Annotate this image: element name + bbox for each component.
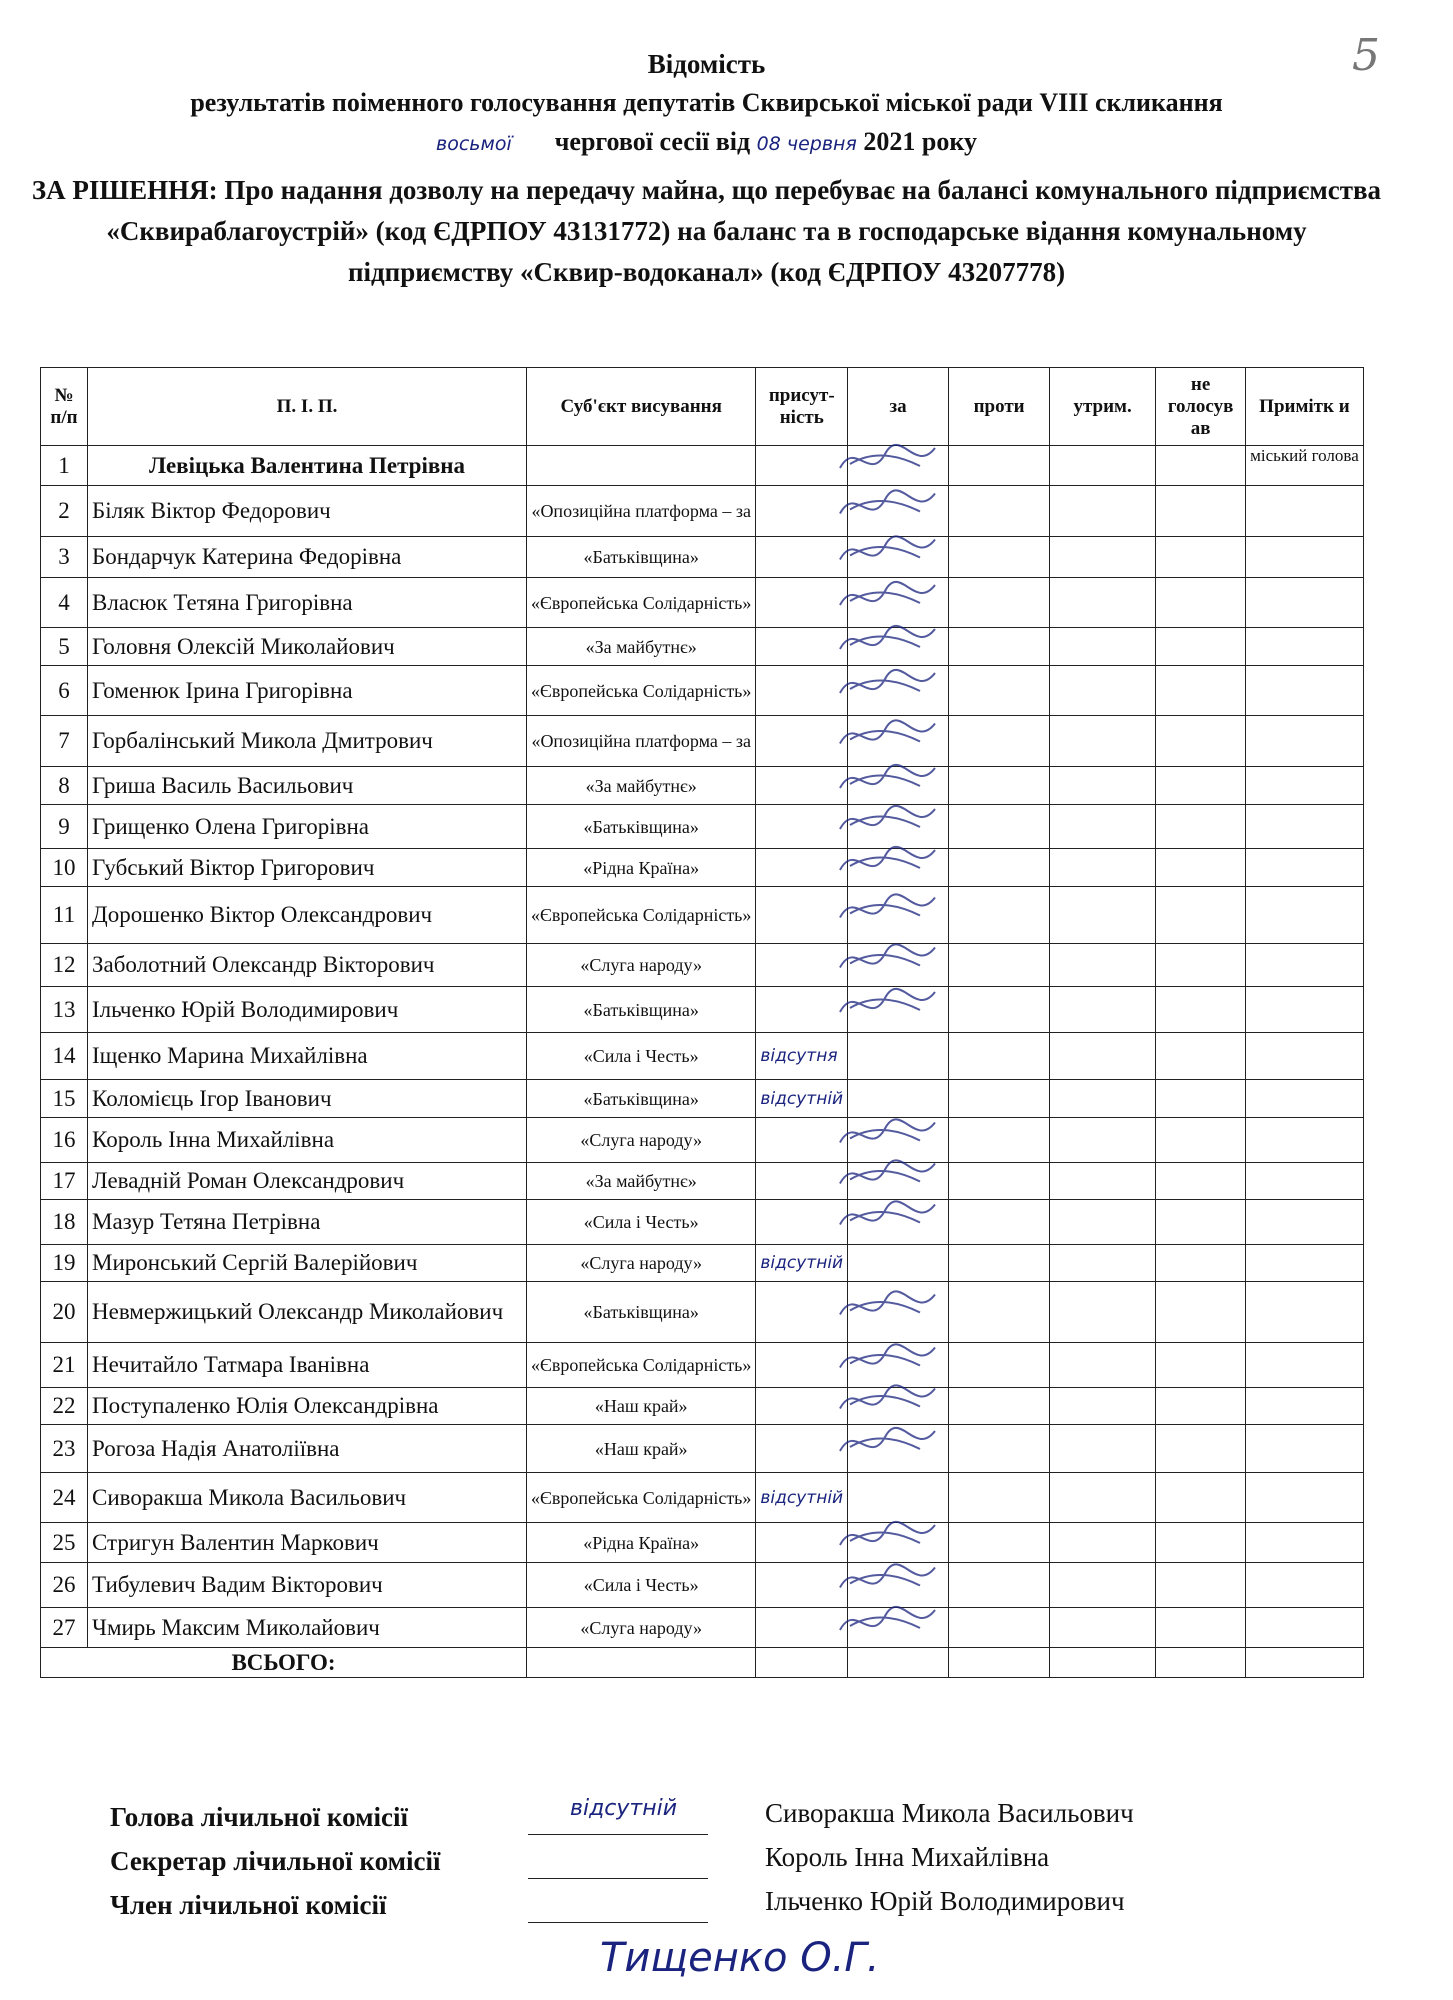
vote-abstain-cell bbox=[1050, 1118, 1156, 1163]
session-year: 2021 року bbox=[863, 127, 977, 156]
table-row bbox=[41, 887, 1364, 944]
nominating-party: «Батьківщина» bbox=[527, 1080, 756, 1118]
table-row bbox=[41, 805, 1364, 849]
row-number: 11 bbox=[41, 887, 88, 944]
secretary-role: Секретар лічильної комісії bbox=[110, 1846, 441, 1876]
not-voted-cell bbox=[1156, 1473, 1246, 1523]
nominating-party: «Європейська Солідарність» bbox=[527, 578, 756, 628]
not-voted-cell bbox=[1156, 1033, 1246, 1080]
table-row bbox=[41, 716, 1364, 767]
signature-scribble bbox=[840, 1201, 935, 1224]
row-number: 17 bbox=[41, 1163, 88, 1200]
row-number: 18 bbox=[41, 1200, 88, 1245]
vote-abstain-cell bbox=[1050, 1425, 1156, 1473]
not-voted-cell bbox=[1156, 486, 1246, 537]
vote-against-cell bbox=[949, 666, 1050, 716]
member-role: Член лічильної комісії bbox=[110, 1890, 387, 1920]
table-row bbox=[41, 1080, 1364, 1118]
deputy-name: Головня Олексій Миколайович bbox=[88, 628, 527, 666]
voting-table bbox=[40, 367, 1364, 1678]
presence-cell: відсутній bbox=[756, 1080, 848, 1118]
session-number-handwritten: восьмої bbox=[436, 133, 512, 155]
row-number: 26 bbox=[41, 1563, 88, 1608]
document-subtitle: результатів поіменного голосування депутатів Сквирської міської ради VIII скликання bbox=[190, 88, 1223, 117]
not-voted-cell bbox=[1156, 887, 1246, 944]
signature-scribble bbox=[840, 445, 935, 468]
nominating-party: «Наш край» bbox=[527, 1425, 756, 1473]
signature-scribble bbox=[840, 1160, 935, 1183]
table-row bbox=[41, 1282, 1364, 1343]
total-cell bbox=[1246, 1648, 1364, 1678]
row-number: 9 bbox=[41, 805, 88, 849]
nominating-party: «Наш край» bbox=[527, 1388, 756, 1425]
vote-against-cell bbox=[949, 944, 1050, 987]
deputy-name: Гриша Василь Васильович bbox=[88, 767, 527, 805]
vote-abstain-cell bbox=[1050, 446, 1156, 486]
signature-scribble bbox=[840, 536, 935, 559]
row-number: 8 bbox=[41, 767, 88, 805]
not-voted-cell bbox=[1156, 1118, 1246, 1163]
table-row bbox=[41, 1163, 1364, 1200]
signature-scribble bbox=[840, 1607, 935, 1630]
signature-scribble bbox=[840, 944, 935, 967]
vote-against-cell bbox=[949, 1282, 1050, 1343]
note-cell bbox=[1246, 849, 1364, 887]
signature-scribble bbox=[840, 626, 935, 649]
not-voted-cell bbox=[1156, 1343, 1246, 1388]
vote-abstain-cell bbox=[1050, 767, 1156, 805]
total-cell bbox=[1156, 1648, 1246, 1678]
table-row bbox=[41, 1118, 1364, 1163]
signature-scribble bbox=[840, 490, 935, 513]
row-number: 10 bbox=[41, 849, 88, 887]
row-number: 5 bbox=[41, 628, 88, 666]
table-row bbox=[41, 767, 1364, 805]
signature-scribble bbox=[840, 1564, 935, 1587]
signature-scribble bbox=[840, 894, 935, 917]
vote-against-cell bbox=[949, 628, 1050, 666]
deputy-name: Тибулевич Вадим Вікторович bbox=[88, 1563, 527, 1608]
session-line bbox=[30, 122, 1383, 164]
vote-against-cell bbox=[949, 987, 1050, 1033]
header-note: Примітк и bbox=[1246, 368, 1364, 446]
signature-scribble bbox=[840, 847, 935, 870]
nominating-party: «Рідна Країна» bbox=[527, 849, 756, 887]
vote-abstain-cell bbox=[1050, 1563, 1156, 1608]
not-voted-cell bbox=[1156, 1282, 1246, 1343]
not-voted-cell bbox=[1156, 1563, 1246, 1608]
note-cell bbox=[1246, 1425, 1364, 1473]
row-number: 23 bbox=[41, 1425, 88, 1473]
total-cell bbox=[1050, 1648, 1156, 1678]
note-cell bbox=[1246, 628, 1364, 666]
note-cell bbox=[1246, 944, 1364, 987]
note-cell bbox=[1246, 1343, 1364, 1388]
nominating-party: «За майбутнє» bbox=[527, 767, 756, 805]
table-row bbox=[41, 1388, 1364, 1425]
row-number: 24 bbox=[41, 1473, 88, 1523]
nominating-party: «Батьківщина» bbox=[527, 1282, 756, 1343]
note-cell bbox=[1246, 805, 1364, 849]
deputy-name: Заболотний Олександр Вікторович bbox=[88, 944, 527, 987]
table-row bbox=[41, 1343, 1364, 1388]
total-cell bbox=[949, 1648, 1050, 1678]
vote-abstain-cell bbox=[1050, 805, 1156, 849]
deputy-name: Мазур Тетяна Петрівна bbox=[88, 1200, 527, 1245]
deputy-name: Чмирь Максим Миколайович bbox=[88, 1608, 527, 1648]
header-present: присут-ність bbox=[756, 368, 848, 446]
vote-abstain-cell bbox=[1050, 537, 1156, 578]
vote-against-cell bbox=[949, 578, 1050, 628]
table-row bbox=[41, 578, 1364, 628]
presence-cell: відсутній bbox=[756, 1245, 848, 1282]
deputy-name: Невмержицький Олександр Миколайович bbox=[88, 1282, 527, 1343]
signature-scribble bbox=[840, 1291, 935, 1314]
note-cell bbox=[1246, 1163, 1364, 1200]
nominating-party: «Рідна Країна» bbox=[527, 1523, 756, 1563]
nominating-party: «Слуга народу» bbox=[527, 1118, 756, 1163]
not-voted-cell bbox=[1156, 1608, 1246, 1648]
vote-against-cell bbox=[949, 716, 1050, 767]
vote-abstain-cell bbox=[1050, 849, 1156, 887]
nominating-party: «Опозиційна платформа – за bbox=[527, 486, 756, 537]
row-number: 16 bbox=[41, 1118, 88, 1163]
total-cell bbox=[527, 1648, 756, 1678]
not-voted-cell bbox=[1156, 628, 1246, 666]
deputy-name: Губський Віктор Григорович bbox=[88, 849, 527, 887]
vote-against-cell bbox=[949, 1563, 1050, 1608]
vote-against-cell bbox=[949, 1473, 1050, 1523]
note-cell bbox=[1246, 716, 1364, 767]
table-row bbox=[41, 1033, 1364, 1080]
note-cell bbox=[1246, 1388, 1364, 1425]
not-voted-cell bbox=[1156, 1200, 1246, 1245]
deputy-name: Гоменюк Ірина Григорівна bbox=[88, 666, 527, 716]
note-cell bbox=[1246, 1245, 1364, 1282]
page-number: 5 bbox=[1352, 30, 1380, 81]
row-number: 20 bbox=[41, 1282, 88, 1343]
row-number: 12 bbox=[41, 944, 88, 987]
vote-abstain-cell bbox=[1050, 1523, 1156, 1563]
table-row bbox=[41, 1563, 1364, 1608]
note-cell bbox=[1246, 1080, 1364, 1118]
session-text: чергової сесії від bbox=[554, 127, 751, 156]
table-header-row bbox=[41, 368, 1364, 446]
nominating-party: «Опозиційна платформа – за bbox=[527, 716, 756, 767]
not-voted-cell bbox=[1156, 767, 1246, 805]
vote-abstain-cell bbox=[1050, 716, 1156, 767]
table-row bbox=[41, 666, 1364, 716]
signature-scribble bbox=[840, 765, 935, 788]
table-row bbox=[41, 486, 1364, 537]
nominating-party: «Європейська Солідарність» bbox=[527, 666, 756, 716]
vote-against-cell bbox=[949, 1033, 1050, 1080]
note-cell bbox=[1246, 1563, 1364, 1608]
bottom-handwritten-signature: Тищенко О.Г. bbox=[600, 1935, 880, 1981]
chair-name: Сиворакша Микола Васильович bbox=[765, 1798, 1134, 1828]
deputy-name: Бондарчук Катерина Федорівна bbox=[88, 537, 527, 578]
not-voted-cell bbox=[1156, 1245, 1246, 1282]
vote-abstain-cell bbox=[1050, 1343, 1156, 1388]
deputy-name: Грищенко Олена Григорівна bbox=[88, 805, 527, 849]
footer-row-secretary bbox=[110, 1842, 1260, 1888]
row-number: 21 bbox=[41, 1343, 88, 1388]
nominating-party: «Сила і Честь» bbox=[527, 1563, 756, 1608]
signature-scribble bbox=[840, 1344, 935, 1367]
row-number: 6 bbox=[41, 666, 88, 716]
not-voted-cell bbox=[1156, 1425, 1246, 1473]
not-voted-cell bbox=[1156, 805, 1246, 849]
nominating-party: «Європейська Солідарність» bbox=[527, 887, 756, 944]
vote-against-cell bbox=[949, 1163, 1050, 1200]
note-cell bbox=[1246, 1473, 1364, 1523]
not-voted-cell bbox=[1156, 446, 1246, 486]
deputy-name: Коломієць Ігор Іванович bbox=[88, 1080, 527, 1118]
vote-abstain-cell bbox=[1050, 1080, 1156, 1118]
vote-abstain-cell bbox=[1050, 1163, 1156, 1200]
deputy-name: Горбалінський Микола Дмитрович bbox=[88, 716, 527, 767]
table-row bbox=[41, 1425, 1364, 1473]
vote-abstain-cell bbox=[1050, 1033, 1156, 1080]
nominating-party: «Слуга народу» bbox=[527, 1245, 756, 1282]
header-name: П. І. П. bbox=[88, 368, 527, 446]
document-header bbox=[30, 44, 1383, 293]
presence-cell: відсутній bbox=[756, 1473, 848, 1523]
vote-abstain-cell bbox=[1050, 944, 1156, 987]
total-label: ВСЬОГО: bbox=[41, 1648, 527, 1678]
deputy-name: Іщенко Марина Михайлівна bbox=[88, 1033, 527, 1080]
vote-against-cell bbox=[949, 1388, 1050, 1425]
header-not-voted: не голосув ав bbox=[1156, 368, 1246, 446]
not-voted-cell bbox=[1156, 944, 1246, 987]
footer-row-chair bbox=[110, 1796, 1260, 1844]
row-number: 7 bbox=[41, 716, 88, 767]
vote-abstain-cell bbox=[1050, 666, 1156, 716]
row-number: 27 bbox=[41, 1608, 88, 1648]
row-number: 19 bbox=[41, 1245, 88, 1282]
header-abstain: утрим. bbox=[1050, 368, 1156, 446]
table-row bbox=[41, 849, 1364, 887]
vote-abstain-cell bbox=[1050, 1473, 1156, 1523]
vote-against-cell bbox=[949, 1200, 1050, 1245]
row-number: 15 bbox=[41, 1080, 88, 1118]
vote-abstain-cell bbox=[1050, 578, 1156, 628]
deputy-name: Нечитайло Татмара Іванівна bbox=[88, 1343, 527, 1388]
not-voted-cell bbox=[1156, 1163, 1246, 1200]
member-name: Ільченко Юрій Володимирович bbox=[765, 1886, 1125, 1916]
note-cell bbox=[1246, 666, 1364, 716]
nominating-party: «Слуга народу» bbox=[527, 1608, 756, 1648]
nominating-party: «Європейська Солідарність» bbox=[527, 1343, 756, 1388]
signature-scribble bbox=[840, 1385, 935, 1408]
deputy-name: Сиворакша Микола Васильович bbox=[88, 1473, 527, 1523]
secretary-name: Король Інна Михайлівна bbox=[765, 1842, 1050, 1872]
note-cell: міський голова bbox=[1246, 446, 1364, 486]
signature-scribbles bbox=[820, 430, 960, 1760]
note-cell bbox=[1246, 767, 1364, 805]
deputy-name: Левіцька Валентина Петрівна bbox=[88, 446, 527, 486]
nominating-party: «За майбутнє» bbox=[527, 1163, 756, 1200]
not-voted-cell bbox=[1156, 1080, 1246, 1118]
table-row bbox=[41, 944, 1364, 987]
signature-scribble bbox=[840, 1119, 935, 1142]
vote-against-cell bbox=[949, 537, 1050, 578]
nominating-party: «Сила і Честь» bbox=[527, 1200, 756, 1245]
nominating-party: «Батьківщина» bbox=[527, 987, 756, 1033]
header-num: № п/п bbox=[41, 368, 88, 446]
signature-line-secretary bbox=[528, 1878, 708, 1879]
chair-absent-note: відсутній bbox=[570, 1796, 678, 1821]
nominating-party: «Батьківщина» bbox=[527, 805, 756, 849]
nominating-party: «Слуга народу» bbox=[527, 944, 756, 987]
not-voted-cell bbox=[1156, 537, 1246, 578]
vote-abstain-cell bbox=[1050, 1282, 1156, 1343]
not-voted-cell bbox=[1156, 666, 1246, 716]
row-number: 1 bbox=[41, 446, 88, 486]
vote-against-cell bbox=[949, 1608, 1050, 1648]
table-row bbox=[41, 1245, 1364, 1282]
vote-abstain-cell bbox=[1050, 486, 1156, 537]
table-row bbox=[41, 1523, 1364, 1563]
note-cell bbox=[1246, 987, 1364, 1033]
signature-line-chair bbox=[528, 1834, 708, 1835]
table-row bbox=[41, 1473, 1364, 1523]
row-number: 13 bbox=[41, 987, 88, 1033]
signature-line-member bbox=[528, 1922, 708, 1923]
deputy-name: Король Інна Михайлівна bbox=[88, 1118, 527, 1163]
deputy-name: Поступаленко Юлія Олександрівна bbox=[88, 1388, 527, 1425]
deputy-name: Миронський Сергій Валерійович bbox=[88, 1245, 527, 1282]
vote-against-cell bbox=[949, 1245, 1050, 1282]
deputy-name: Левадній Роман Олександрович bbox=[88, 1163, 527, 1200]
vote-against-cell bbox=[949, 1425, 1050, 1473]
nominating-party: «Сила і Честь» bbox=[527, 1033, 756, 1080]
session-date-handwritten: 08 червня bbox=[756, 133, 857, 155]
vote-abstain-cell bbox=[1050, 1200, 1156, 1245]
signature-scribble bbox=[840, 720, 935, 743]
not-voted-cell bbox=[1156, 1523, 1246, 1563]
row-number: 25 bbox=[41, 1523, 88, 1563]
signature-scribble bbox=[840, 1522, 935, 1545]
deputy-name: Ільченко Юрій Володимирович bbox=[88, 987, 527, 1033]
note-cell bbox=[1246, 578, 1364, 628]
deputy-name: Біляк Віктор Федорович bbox=[88, 486, 527, 537]
vote-against-cell bbox=[949, 1343, 1050, 1388]
table-row bbox=[41, 987, 1364, 1033]
note-cell bbox=[1246, 1523, 1364, 1563]
not-voted-cell bbox=[1156, 1388, 1246, 1425]
note-cell bbox=[1246, 486, 1364, 537]
presence-cell: відсутня bbox=[756, 1033, 848, 1080]
header-for: за bbox=[848, 368, 949, 446]
vote-against-cell bbox=[949, 1080, 1050, 1118]
vote-abstain-cell bbox=[1050, 987, 1156, 1033]
total-row bbox=[41, 1648, 1364, 1678]
vote-against-cell bbox=[949, 446, 1050, 486]
vote-abstain-cell bbox=[1050, 1388, 1156, 1425]
not-voted-cell bbox=[1156, 716, 1246, 767]
table-row bbox=[41, 446, 1364, 486]
note-cell bbox=[1246, 1282, 1364, 1343]
chair-role: Голова лічильної комісії bbox=[110, 1802, 408, 1832]
vote-abstain-cell bbox=[1050, 1245, 1156, 1282]
row-number: 3 bbox=[41, 537, 88, 578]
row-number: 2 bbox=[41, 486, 88, 537]
table-row bbox=[41, 1608, 1364, 1648]
note-cell bbox=[1246, 537, 1364, 578]
header-subject: Суб'єкт висування bbox=[527, 368, 756, 446]
deputy-name: Стригун Валентин Маркович bbox=[88, 1523, 527, 1563]
header-against: проти bbox=[949, 368, 1050, 446]
signature-scribble bbox=[840, 670, 935, 693]
vote-against-cell bbox=[949, 486, 1050, 537]
nominating-party: «За майбутнє» bbox=[527, 628, 756, 666]
not-voted-cell bbox=[1156, 849, 1246, 887]
signature-scribble bbox=[840, 582, 935, 605]
vote-abstain-cell bbox=[1050, 1608, 1156, 1648]
vote-against-cell bbox=[949, 887, 1050, 944]
deputy-name: Дорошенко Віктор Олександрович bbox=[88, 887, 527, 944]
table-row bbox=[41, 1200, 1364, 1245]
row-number: 22 bbox=[41, 1388, 88, 1425]
deputy-name: Рогоза Надія Анатоліївна bbox=[88, 1425, 527, 1473]
note-cell bbox=[1246, 1608, 1364, 1648]
document-title: Відомість bbox=[647, 49, 766, 79]
note-cell bbox=[1246, 887, 1364, 944]
nominating-party: «Батьківщина» bbox=[527, 537, 756, 578]
row-number: 4 bbox=[41, 578, 88, 628]
resolution-title: ЗА РІШЕННЯ: Про надання дозволу на передачу майна, що перебуває на балансі комунального підприємства «Сквираблагоустрій» (код ЄДРПОУ 43131772) на баланс та в господарське відання комунальному підприємству «Сквир-водоканал» (код ЄДРПОУ 43207778) bbox=[31, 175, 1382, 287]
deputy-name: Власюк Тетяна Григорівна bbox=[88, 578, 527, 628]
vote-against-cell bbox=[949, 1118, 1050, 1163]
row-number: 14 bbox=[41, 1033, 88, 1080]
nominating-party bbox=[527, 446, 756, 486]
not-voted-cell bbox=[1156, 578, 1246, 628]
footer-row-member bbox=[110, 1886, 1260, 1932]
signature-scribble bbox=[840, 806, 935, 829]
not-voted-cell bbox=[1156, 987, 1246, 1033]
vote-against-cell bbox=[949, 805, 1050, 849]
signature-scribble bbox=[840, 1428, 935, 1451]
signature-scribble bbox=[840, 989, 935, 1012]
note-cell bbox=[1246, 1200, 1364, 1245]
note-cell bbox=[1246, 1033, 1364, 1080]
table-row bbox=[41, 537, 1364, 578]
note-cell bbox=[1246, 1118, 1364, 1163]
vote-against-cell bbox=[949, 767, 1050, 805]
vote-abstain-cell bbox=[1050, 628, 1156, 666]
vote-against-cell bbox=[949, 849, 1050, 887]
nominating-party: «Європейська Солідарність» bbox=[527, 1473, 756, 1523]
vote-against-cell bbox=[949, 1523, 1050, 1563]
table-row bbox=[41, 628, 1364, 666]
vote-abstain-cell bbox=[1050, 887, 1156, 944]
